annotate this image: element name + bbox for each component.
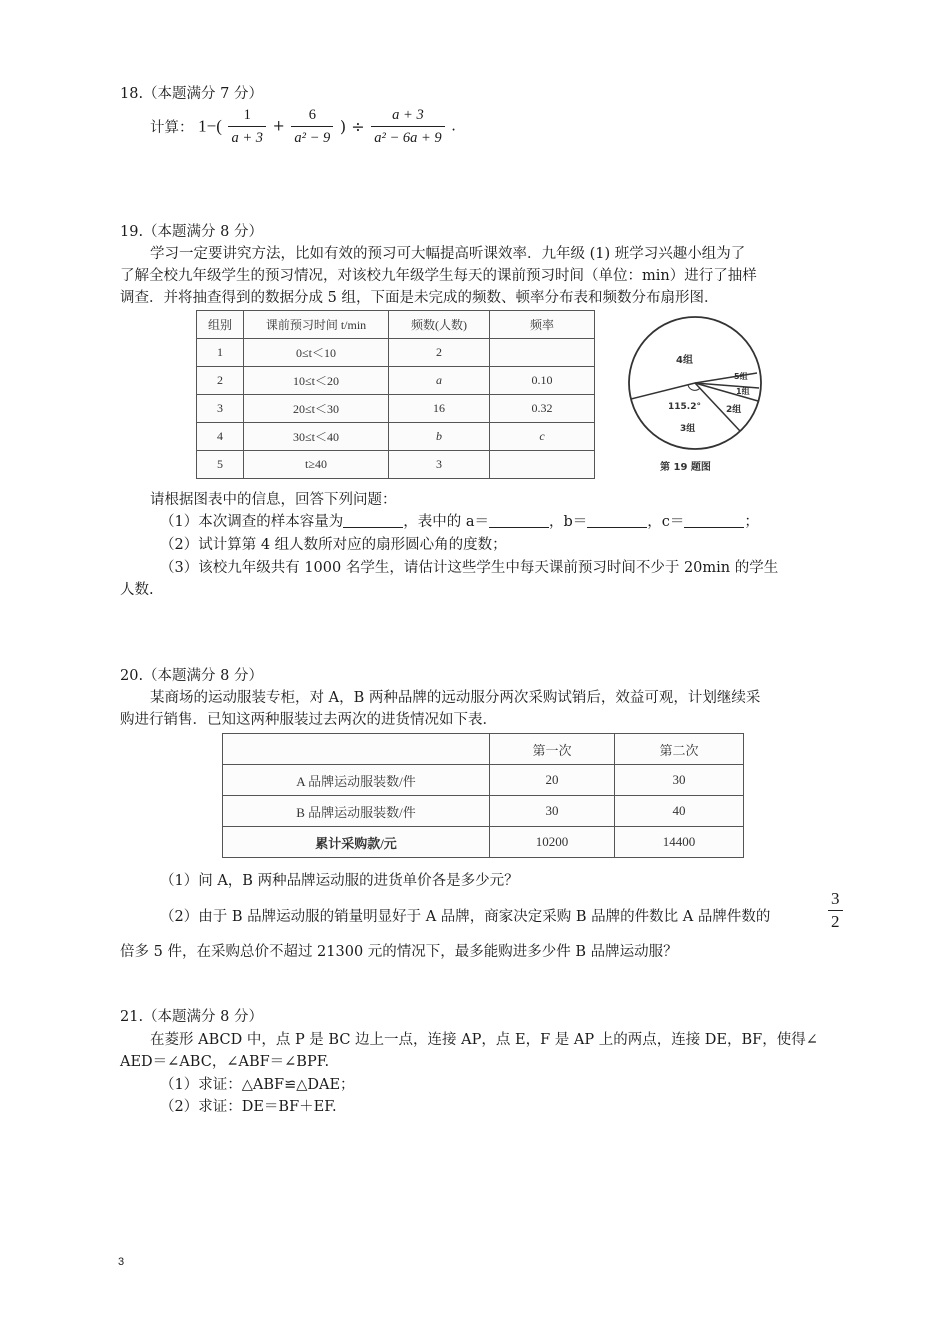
table-header-cell: 第一次	[490, 734, 615, 765]
q19-header: 19.（本题满分 8 分）	[120, 224, 264, 240]
q21-subquestion-1: （1）求证：△ABF≌△DAE；	[160, 1077, 355, 1093]
table-row: B 品牌运动服装数/件 30 40	[223, 796, 744, 827]
q19-prompt: 请根据图表中的信息，回答下列问题：	[150, 492, 397, 508]
table-header-cell: 频率	[490, 311, 595, 339]
table-header-cell: 组别	[197, 311, 244, 339]
q21-paragraph-line-1: 在菱形 ABCD 中，点 P 是 BC 边上一点，连接 AP，点 E，F 是 AP 上的两点，连接 DE，BF，使得∠	[150, 1032, 818, 1048]
table-row: 累计采购款/元 10200 14400	[223, 827, 744, 858]
q21-header: 21.（本题满分 8 分）	[120, 1009, 264, 1025]
q20-paragraph-line-2: 购进行销售．已知这两种服装过去两次的进货情况如下表．	[120, 712, 497, 728]
pie-label-1: 1组	[736, 387, 750, 396]
q20-fraction: $\frac{3}{2}$	[826, 888, 845, 933]
q20-header: 20.（本题满分 8 分）	[120, 668, 264, 684]
q19-subquestion-3: （3）该校九年级共有 1000 名学生，请估计这些学生中每天课前预习时间不少于 20min 的学生	[160, 560, 779, 576]
table-row: 2 10≤t＜20 a 0.10	[197, 367, 595, 395]
table-header-row	[197, 311, 595, 339]
q20-paragraph-line-1: 某商场的运动服装专柜，对 A，B 两种品牌的远动服分两次采购试销后，效益可观，计划继续采	[150, 690, 761, 706]
q20-subquestion-2-cont: 倍多 5 件，在采购总价不超过 21300 元的情况下，最多能购进多少件 B 品牌运动服？	[120, 944, 678, 960]
pie-label-5: 5组	[734, 372, 748, 381]
q19-frequency-table	[196, 310, 595, 479]
answer-blank	[343, 513, 403, 528]
q21-subquestion-2: （2）求证：DE＝BF＋EF.	[160, 1099, 337, 1115]
pie-label-3: 3组	[680, 424, 696, 434]
q18-expression	[150, 104, 456, 149]
table-header-cell: 课前预习时间 t/min	[244, 311, 389, 339]
q21-paragraph-line-2: AED＝∠ABC，∠ABF＝∠BPF.	[120, 1054, 330, 1070]
pie-angle-label: 115.2°	[668, 402, 701, 412]
q20-subquestion-2: （2）由于 B 品牌运动服的销量明显好于 A 品牌，商家决定采购 B 品牌的件数比 A 品牌件数的	[160, 909, 771, 925]
q19-subquestion-3-cont: 人数.	[120, 582, 154, 598]
pie-label-4: 4组	[676, 355, 693, 366]
q19-subquestion-1: （1）本次调查的样本容量为 ，表中的 a＝ ，b＝ ，c＝ ；	[160, 514, 759, 530]
q18-header: 18.（本题满分 7 分）	[120, 86, 264, 102]
q19-paragraph-line-2: 了解全校九年级学生的预习情况，对该校九年级学生每天的课前预习时间（单位：min）进行了抽样	[120, 268, 757, 284]
table-row: 1 0≤t＜10 2	[197, 339, 595, 367]
q18-period: .	[451, 118, 456, 135]
q19-pie-chart	[618, 305, 770, 485]
q19-subquestion-2: （2）试计算第 4 组人数所对应的扇形圆心角的度数；	[160, 537, 507, 553]
q20-subquestion-1: （1）问 A，B 两种品牌运动服的进货单价各是多少元？	[160, 873, 519, 889]
q18-fraction-3: $\frac{a + 3}{\text{a² − 6a + 9}}$	[371, 104, 444, 149]
table-row: A 品牌运动服装数/件 20 30	[223, 765, 744, 796]
q18-fraction-1: $\frac{1}{a + 3}$	[228, 104, 266, 149]
table-row: 4 30≤t＜40 b c	[197, 423, 595, 451]
table-row: 3 20≤t＜30 16 0.32	[197, 395, 595, 423]
answer-blank	[489, 513, 549, 528]
figure-caption: 第 19 题图	[660, 462, 711, 473]
q18-prefix: 计算：	[150, 120, 194, 136]
q18-divide: ) ÷	[339, 117, 365, 136]
answer-blank	[587, 513, 647, 528]
answer-blank	[684, 513, 744, 528]
q18-fraction-2: $\frac{6}{\text{a² − 9}}$	[291, 104, 333, 149]
q18-plus: +	[272, 118, 285, 135]
q18-one-minus: 1−(	[198, 116, 222, 136]
pie-divider	[631, 383, 695, 399]
q19-paragraph-line-3: 调查．并将抽查得到的数据分成 5 组，下面是未完成的频数、顿率分布表和频数分布扇形图．	[120, 290, 719, 306]
table-header-cell: 频数(人数)	[389, 311, 490, 339]
pie-label-2: 2组	[726, 405, 742, 415]
q19-paragraph-line-1: 学习一定要讲究方法，比如有效的预习可大幅提高听课效率．九年级 (1) 班学习兴趣小组为了	[150, 246, 746, 262]
table-header-cell: 第二次	[615, 734, 744, 765]
page-number: 3	[118, 1256, 125, 1268]
table-row: 5 t≥40 3	[197, 451, 595, 479]
q20-purchase-table	[222, 733, 744, 858]
pie-divider	[695, 373, 757, 383]
table-header-row	[223, 734, 744, 765]
